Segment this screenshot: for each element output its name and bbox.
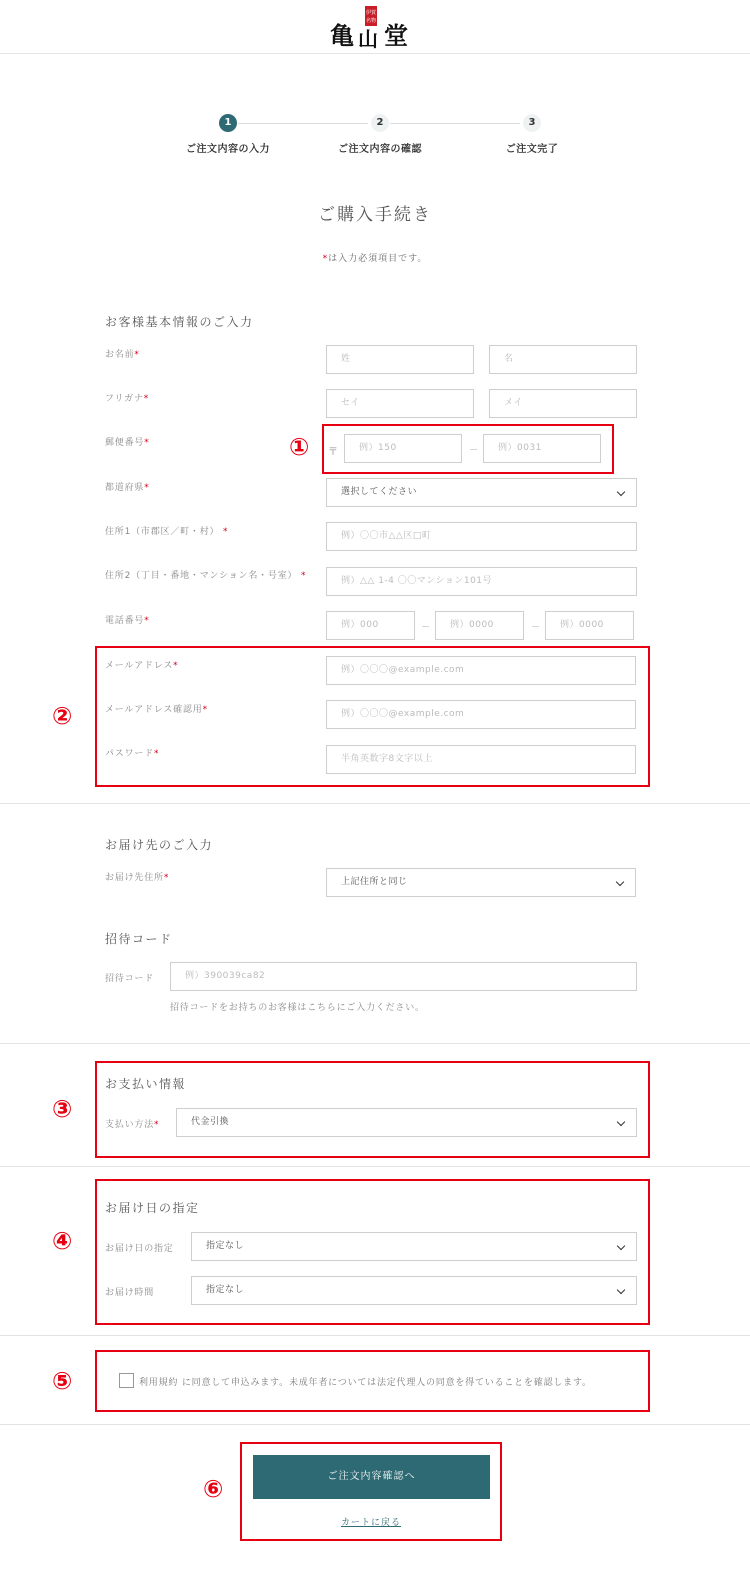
phone-label: 電話番号* [105, 616, 150, 626]
step-2-indicator: 2 [371, 114, 389, 132]
password-label: パスワード* [105, 749, 160, 759]
delivery-time-label: お届け時間 [105, 1288, 155, 1298]
required-note-text: は入力必須項目です。 [328, 254, 428, 264]
invite-code-label: 招待コード [105, 974, 155, 984]
email-confirm-input[interactable]: 例）〇〇〇@example.com [326, 700, 636, 729]
email-confirm-label: メールアドレス確認用* [105, 705, 208, 715]
first-name-kana-input[interactable]: メイ [489, 389, 637, 418]
email-label: メールアドレス* [105, 661, 179, 671]
annotation-marker-4: ④ [52, 1227, 73, 1255]
chevron-down-icon [616, 878, 624, 886]
address2-label: 住所2（丁目・番地・マンション名・号室） * [105, 571, 307, 581]
step-connector [238, 123, 368, 124]
step-2-label: ご注文内容の確認 [338, 144, 422, 155]
prefecture-select[interactable]: 選択してください [326, 478, 637, 507]
svg-text:名物: 名物 [365, 18, 377, 24]
step-1-label: ご注文内容の入力 [186, 144, 270, 155]
delivery-date-label: お届け日の指定 [105, 1244, 174, 1254]
phone-second-input[interactable]: 例）0000 [435, 611, 524, 640]
address2-input[interactable]: 例）△△ 1-4 〇〇マンション101号 [326, 567, 637, 596]
step-3-indicator: 3 [523, 114, 541, 132]
annotation-marker-5: ⑤ [52, 1367, 73, 1395]
agree-checkbox[interactable] [119, 1373, 134, 1388]
payment-section-title: お支払い情報 [105, 1077, 187, 1091]
payment-method-select[interactable]: 代金引換 [176, 1108, 637, 1137]
delivery-time-select[interactable]: 指定なし [191, 1276, 637, 1305]
customer-section-title: お客様基本情報のご入力 [105, 315, 254, 329]
delivery-address-label: お届け先住所* [105, 873, 170, 883]
svg-text:伊賀: 伊賀 [365, 10, 377, 16]
section-divider [0, 1424, 750, 1425]
annotation-marker-1: ① [289, 433, 310, 461]
annotation-marker-2: ② [52, 702, 73, 730]
postal-code-first-input[interactable]: 例）150 [344, 434, 462, 463]
postal-separator: － [469, 446, 479, 456]
delivery-date-select[interactable]: 指定なし [191, 1232, 637, 1261]
agreement-text: 利用規約 に同意して申込みます。未成年者については法定代理人の同意を得ていることを確認します。 [139, 1378, 592, 1388]
invite-section-title: 招待コード [105, 932, 173, 946]
svg-text:亀: 亀 [330, 21, 354, 50]
back-to-cart-link[interactable]: カートに戻る [340, 1518, 401, 1528]
chevron-down-icon [617, 1286, 625, 1294]
delivery-address-select[interactable]: 上記住所と同じ [326, 868, 636, 897]
postal-symbol: 〒 [328, 447, 338, 458]
phone-third-input[interactable]: 例）0000 [545, 611, 634, 640]
section-divider [0, 803, 750, 804]
phone-separator: － [531, 623, 541, 633]
step-1-indicator: 1 [219, 114, 237, 132]
first-name-input[interactable]: 名 [489, 345, 637, 374]
section-divider [0, 1043, 750, 1044]
password-input[interactable]: 半角英数字8文字以上 [326, 745, 636, 774]
page-title: ご購入手続き [318, 205, 432, 225]
annotation-marker-6: ⑥ [203, 1475, 224, 1503]
last-name-kana-input[interactable]: セイ [326, 389, 474, 418]
phone-separator: － [421, 623, 431, 633]
phone-first-input[interactable]: 例）000 [326, 611, 415, 640]
postal-code-second-input[interactable]: 例）0031 [483, 434, 601, 463]
email-input[interactable]: 例）〇〇〇@example.com [326, 656, 636, 685]
svg-text:堂: 堂 [384, 21, 408, 50]
delivery-date-section-title: お届け日の指定 [105, 1201, 200, 1215]
delivery-section-title: お届け先のご入力 [105, 838, 214, 852]
brand-logo[interactable] [322, 4, 422, 50]
section-divider [0, 1335, 750, 1336]
annotation-marker-3: ③ [52, 1095, 73, 1123]
last-name-input[interactable]: 姓 [326, 345, 474, 374]
payment-method-label: 支払い方法* [105, 1120, 160, 1130]
chevron-down-icon [617, 1242, 625, 1250]
confirm-order-button[interactable]: ご注文内容確認へ [253, 1455, 490, 1499]
chevron-down-icon [617, 488, 625, 496]
required-note [0, 251, 750, 264]
step-connector [390, 123, 520, 124]
section-divider [0, 1166, 750, 1167]
kana-label: フリガナ* [105, 394, 150, 404]
address1-input[interactable]: 例）〇〇市△△区□町 [326, 522, 637, 551]
invite-code-hint: 招待コードをお持ちのお客様はこちらにご入力ください。 [170, 1003, 425, 1013]
address1-label: 住所1（市郡区／町・村） * [105, 527, 229, 537]
postal-label: 郵便番号* [105, 438, 150, 448]
invite-code-input[interactable]: 例）390039ca82 [170, 962, 637, 991]
required-mark: * [322, 254, 329, 264]
svg-text:山: 山 [358, 27, 378, 50]
step-3-label: ご注文完了 [505, 144, 559, 155]
prefecture-label: 都道府県* [105, 483, 150, 493]
name-label: お名前* [105, 350, 140, 360]
chevron-down-icon [617, 1118, 625, 1126]
